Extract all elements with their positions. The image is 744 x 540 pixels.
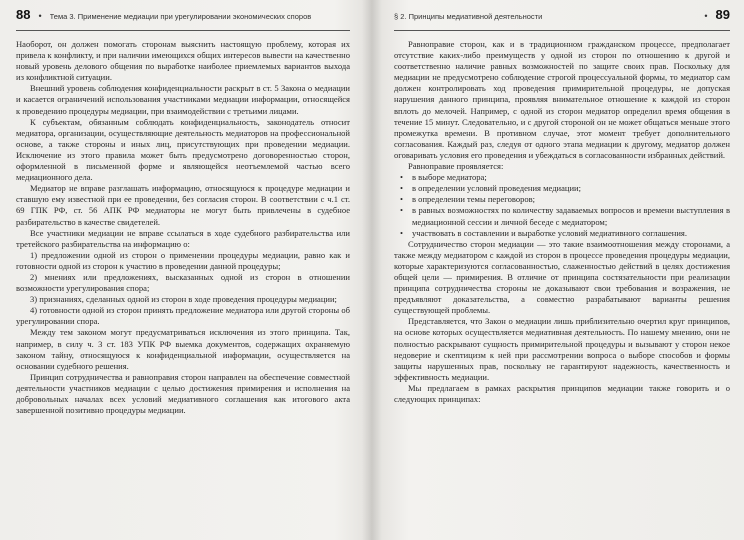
paragraph: Принцип сотрудничества и равноправия сторон направлен на обеспечение совместной деятельности участников медиации с целью достижения примирения и исполнения на добровольных началах всех условий медиативного соглашения как итогового акта завершенной позитивно процедуры медиации. [16,371,350,416]
paragraph: 3) признаниях, сделанных одной из сторон в ходе проведения процедуры медиации; [30,294,337,305]
paragraph: Внешний уровень соблюдения конфиденциальности раскрыт в ст. 5 Закона о медиации и касается ограничений использования участниками медиации информации, относящейся к проведению процедуры медиации, при взаимодействии с третьими лицами. [16,83,350,116]
paragraph: Наоборот, он должен помогать сторонам выяснить настоящую проблему, которая их привела к конфликту, и при наличии имеющихся общих интересов вывести на качественно новый уровень делового общения по выработке наиболее приемлемых вариантов выхода из конфликтной ситуации. [16,39,350,83]
paragraph: К субъектам, обязанным соблюдать конфиденциальность, законодатель относит медиатора, организации, осуществляющие деятельность медиаторов на профессиональной основе, а также стороны и иных лиц, присутствующих при проведении медиации. Исключение из этого правила может быть предусмотрено договоренностью сторон, оформленной в письменной форме и являющейся неотъемлемой частью всего медиационного дела. [16,116,350,183]
paragraph: 1) предложении одной из сторон о применении процедуры медиации, равно как и готовности одной из сторон к участию в проведении данной процедуры; [16,249,350,271]
paragraph: Медиатор не вправе разглашать информацию, относящуюся к процедуре медиации и ставшую ему известной при ее проведении, без согласия сторон. В соответствии с ч.1 ст. 69 ГПК РФ, ст. 56 АПК РФ медиаторы не могут быть привлечены в судебное разбирательство в качестве свидетелей. [16,183,350,227]
left-running-head [16,0,350,31]
right-page [372,0,744,540]
right-page-number: 89 [715,7,730,22]
left-page-number: 88 [16,7,31,22]
bullet-item: • в равных возможностях по количеству задаваемых вопросов и времени выступления в медиационной сессии и личной беседе с медиатором; [412,205,730,227]
header-bullet: • [704,11,708,21]
left-running-title: Тема 3. Применение медиации при урегулировании экономических споров [49,12,312,21]
paragraph: Сотрудничество сторон медиации — это такие взаимоотношения между сторонами, а также между медиатором с каждой из сторон в процессе проведения процедуры медиации, которые характеризуются согласованностью, слаженностью действий в целях достижения общей цели — примирения. В отличие от принципа состязательности при реализации принципа сотрудничества стороны не доказывают свои требования и возражения, не предъявляют доказательства, а совместно разрабатывают варианты решения существующей проблемы. [394,238,730,316]
bullet-item: • в определении условий проведения медиации; [412,183,730,194]
left-body-text [16,39,350,416]
paragraph: Между тем законом могут предусматриваться исключения из этого принципа. Так, например, в силу ч. 3 ст. 183 УПК РФ выемка документов, содержащих охраняемую законом тайну, относящуюся к конфиденциальной информации, осуществляется на основании судебного решения. [16,327,350,371]
bullet-item: • в определении темы переговоров; [412,194,730,205]
bullet-item: • участвовать в составлении и выработке условий медиативного соглашения. [412,228,730,239]
header-bullet: • [38,11,42,21]
paragraph: Равноправие проявляется: [408,161,504,172]
right-running-head [394,0,730,31]
paragraph: Мы предлагаем в рамках раскрытия принципов медиации также говорить и о следующих принципах: [394,382,730,404]
bullet-item: • в выборе медиатора; [412,172,730,183]
bullet-list [394,172,730,239]
paragraph: Все участники медиации не вправе ссылаться в ходе судебного разбирательства или третейского разбирательства на информацию о: [16,227,350,249]
paragraph: Равноправие сторон, как и в традиционном гражданском процессе, предполагает отсутствие каких-либо преимуществ у одной из сторон по отношению к другой и соответственно наличие равных возможностей по защите своих прав. Поскольку для медиации не предусмотрено соблюдение строгой процессуальной формы, то медиатор сам должен контролировать ход проведения примирительной процедуры, не допуская нарушения данного принципа, проявляя внимательное отношение к каждой из сторон вплоть до мелочей. Например, с одной из сторон медиатор определил время общения в течение 15 минут. Следовательно, и с другой стороной он не может общаться меньше этого промежутка времени. В противном случае, этот момент требует дополнительного согласования. Каждый раз, следуя от одного этапа медиации к другому, медиатор должен оговаривать условия его проведения и убеждаться в согласованности избранных действий. [394,39,730,160]
paragraph: 2) мнениях или предложениях, высказанных одной из сторон в отношении возможности урегулирования спора; [16,271,350,294]
paragraph: 4) готовности одной из сторон принять предложение медиатора или другой стороны об урегулировании спора. [16,305,350,327]
paragraph: Представляется, что Закон о медиации лишь приблизительно очертил круг принципов, на основе которых осуществляется медиативная деятельность. По нашему мнению, они не полностью раскрывают сущность примирительной процедуры и вызывают у сторон некое недоверие и скептицизм к ней при рассмотрении вопроса о выборе способов и формы защиты нарушенных прав, поскольку не гарантируют надежность, качественность и эффективность медиации. [394,316,730,382]
right-body-text [394,39,730,405]
right-running-title: § 2. Принципы медиативной деятельности [394,12,543,21]
